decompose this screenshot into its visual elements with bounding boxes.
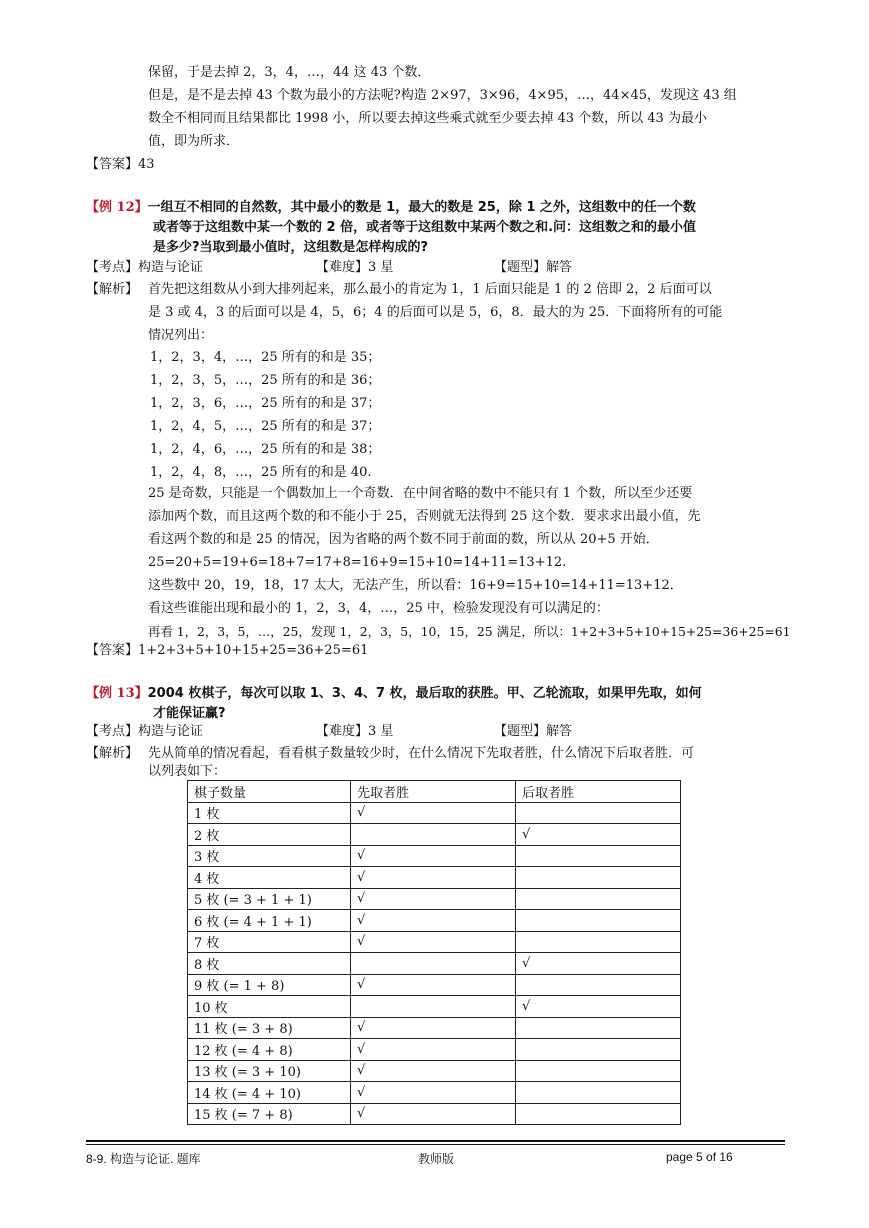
answer-tag: 【答案】 [86,157,139,172]
meta-type: 【题型】解答 [494,260,573,275]
question-text: 是多少?当取到最小值时，这组数是怎样构成的? [153,240,429,255]
text-line: 25=20+5=19+6=18+7=17+8=16+9=15+10=14+11=13+12. [148,555,567,570]
table-cell: 14 枚 (= 4 + 10) [188,1082,351,1104]
table-row [188,1103,681,1125]
table-cell: √ [351,845,516,867]
text-line: 这些数中 20，19，18，17 太大，无法产生，所以看：16+9=15+10=14+11=13+12． [148,578,683,593]
table-cell: √ [351,1017,516,1039]
text-line: 看这些谁能出现和最小的 1，2，3，4，…，25 中，检验发现没有可以满足的： [148,601,609,616]
question-text: 2004 枚棋子，每次可以取 1、3、4、7 枚，最后取的获胜。甲、乙轮流取，如果甲先取，如何 [147,686,702,701]
table-cell: 6 枚 (= 4 + 1 + 1) [188,910,351,932]
table-cell: 1 枚 [188,802,351,824]
question-text: 才能保证赢? [153,706,226,721]
table-cell: √ [516,953,681,975]
answer-value: 1+2+3+5+10+15+25=36+25=61 [138,643,369,658]
table-cell: √ [351,802,516,824]
example-13-question [86,684,702,704]
table-cell: √ [351,1039,516,1061]
text-line: 情况列出： [148,328,214,343]
table-cell: √ [516,996,681,1018]
table-header-cell: 棋子数量 [188,781,351,803]
meta-difficulty: 【难度】3 星 [316,260,394,275]
analysis-tag: 【解析】 [86,282,139,297]
table-row [188,1017,681,1039]
meta-kaodian: 【考点】构造与论证 [86,260,204,275]
table-cell [351,824,516,846]
text-line: 保留，于是去掉 2，3，4，…，44 这 43 个数． [148,65,431,80]
example-tag: 【例 13】 [86,686,148,701]
text-line: 先从简单的情况看起，看看棋子数量较少时，在什么情况下先取者胜，什么情况下后取者胜．可 [148,746,695,761]
meta-type: 【题型】解答 [494,724,573,739]
table-cell: √ [351,1060,516,1082]
table-row [188,1039,681,1061]
table-row [188,867,681,889]
table-cell [516,888,681,910]
table-cell: 3 枚 [188,845,351,867]
meta-kaodian: 【考点】构造与论证 [86,724,204,739]
table-cell: 9 枚 (= 1 + 8) [188,974,351,996]
table-cell: √ [351,974,516,996]
table-cell [516,1060,681,1082]
table-cell [516,1103,681,1125]
table-cell: √ [351,888,516,910]
table-cell: 11 枚 (= 3 + 8) [188,1017,351,1039]
case-line: 1，2，4，6，…，25 所有的和是 38； [150,442,381,457]
footer-center: 教师版 [418,1152,455,1166]
answer-line [86,155,155,175]
case-line: 1，2，3，5，…，25 所有的和是 36； [150,373,381,388]
footer-rule [86,1144,785,1145]
answer-line [86,641,368,661]
question-text: 或者等于这组数中某一个数的 2 倍，或者等于这组数中某两个数之和.问：这组数之和的最小值 [153,220,697,235]
table-cell: 7 枚 [188,931,351,953]
answer-tag: 【答案】 [86,643,139,658]
text-line: 添加两个数，而且这两个数的和不能小于 25，否则就无法得到 25 这个数．要求求出最小值，先 [148,509,701,524]
table-cell: 4 枚 [188,867,351,889]
case-line: 1，2，4，8，…，25 所有的和是 40. [150,465,372,480]
table-cell [516,931,681,953]
table-row [188,910,681,932]
table-cell: √ [351,1103,516,1125]
table-cell [351,953,516,975]
case-line: 1，2，3，6，…，25 所有的和是 37； [150,396,381,411]
question-text: 一组互不相同的自然数，其中最小的数是 1，最大的数是 25，除 1 之外，这组数中的任一个数 [147,200,696,215]
footer-rule [86,1140,785,1142]
table-cell: √ [351,1082,516,1104]
text-line: 25 是奇数，只能是一个偶数加上一个奇数．在中间省略的数中不能只有 1 个数，所以至少还要 [148,486,693,501]
table-cell: √ [516,824,681,846]
table-row [188,1082,681,1104]
table-cell [516,802,681,824]
text-line: 再看 1，2，3，5，…，25，发现 1，2，3，5，10，15，25 满足，所以：1+2+3+5+10+15+25=36+25=61 [148,624,791,639]
table-cell [516,910,681,932]
example-tag: 【例 12】 [86,200,148,215]
text-line: 看这两个数的和是 25 的情况，因为省略的两个数不同于前面的数，所以从 20+5 开始． [148,532,659,547]
text-line: 但是，是不是去掉 43 个数为最小的方法呢?构造 2×97，3×96，4×95，…，44×45，发现这 43 组 [148,88,737,103]
footer-left: 8-9. 构造与论证. 题库 [86,1152,201,1166]
table-row [188,953,681,975]
text-line: 数全不相同而且结果都比 1998 小，所以要去掉这些乘式就至少要去掉 43 个数，所以 43 为最小 [148,111,707,126]
case-line: 1，2，4，5，…，25 所有的和是 37； [150,419,381,434]
text-line: 是 3 或 4，3 的后面可以是 4，5，6；4 的后面可以是 5，6，8．最大的为 25．下面将所有的可能 [148,305,723,320]
table-cell [516,845,681,867]
table-row [188,996,681,1018]
table-cell: √ [351,931,516,953]
table-cell [516,974,681,996]
table-cell: √ [351,867,516,889]
table-row [188,888,681,910]
table-cell: 10 枚 [188,996,351,1018]
table-row [188,802,681,824]
table-header-cell: 先取者胜 [351,781,516,803]
table-cell: 8 枚 [188,953,351,975]
table-cell: 2 枚 [188,824,351,846]
table-cell [516,1039,681,1061]
meta-difficulty: 【难度】3 星 [316,724,394,739]
table-cell: 13 枚 (= 3 + 10) [188,1060,351,1082]
table-cell [516,1082,681,1104]
case-line: 1，2，3，4，…，25 所有的和是 35； [150,350,381,365]
win-table [187,780,681,1125]
example-12-question [86,198,696,218]
analysis-tag: 【解析】 [86,746,139,761]
table-cell: √ [351,910,516,932]
table-cell [351,996,516,1018]
table-cell [516,867,681,889]
table-cell [516,1017,681,1039]
text-line: 值，即为所求． [148,134,240,149]
table-cell: 5 枚 (= 3 + 1 + 1) [188,888,351,910]
answer-value: 43 [138,157,155,172]
table-cell: 15 枚 (= 7 + 8) [188,1103,351,1125]
text-line: 以列表如下： [148,764,227,779]
table-header-row [188,781,681,803]
table-row [188,931,681,953]
table-row [188,1060,681,1082]
table-cell: 12 枚 (= 4 + 8) [188,1039,351,1061]
table-row [188,824,681,846]
footer-page: page 5 of 16 [666,1150,733,1164]
text-line: 首先把这组数从小到大排列起来，那么最小的肯定为 1，1 后面只能是 1 的 2 倍即 2，2 后面可以 [148,282,712,297]
table-row [188,974,681,996]
table-row [188,845,681,867]
table-header-cell: 后取者胜 [516,781,681,803]
